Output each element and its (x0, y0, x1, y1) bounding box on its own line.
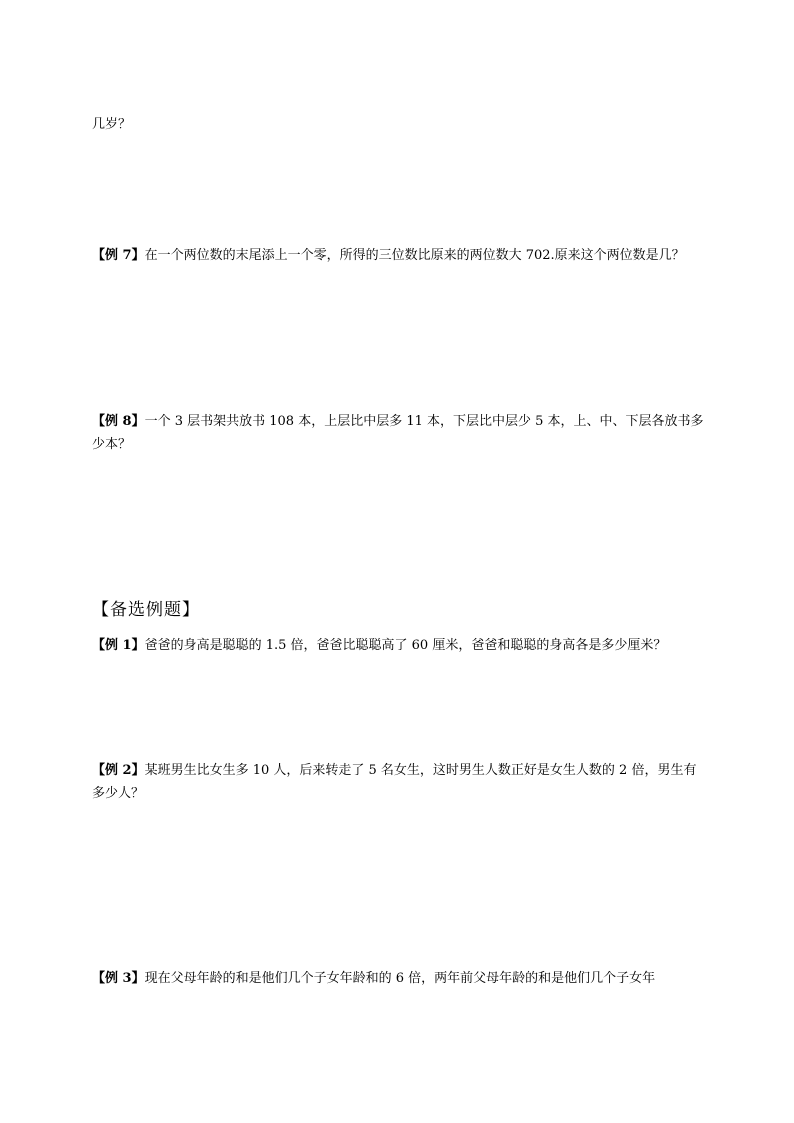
backup-example-2 (92, 759, 704, 805)
example-tag: 【例 3】 (92, 971, 145, 986)
example-text: 现在父母年龄的和是他们几个子女年龄和的 6 倍，两年前父母年龄的和是他们几个子女年 (144, 971, 656, 986)
example-text: 在一个两位数的末尾添上一个零，所得的三位数比原来的两位数大 702.原来这个两位数是几？ (144, 248, 685, 263)
example-tag: 【例 7】 (92, 248, 145, 263)
backup-example-1 (92, 634, 704, 657)
fragment-text: 几岁？ (92, 117, 132, 132)
example-text: 某班男生比女生多 10 人，后来转走了 5 名女生，这时男生人数正好是女生人数的 2 倍，男生有多少人？ (92, 763, 697, 801)
backup-example-3 (92, 967, 704, 990)
example-tag: 【例 1】 (92, 638, 145, 653)
section-title-backup-examples: 【备选例题】 (92, 600, 200, 620)
example-tag: 【例 8】 (92, 414, 145, 429)
example-7 (92, 244, 704, 267)
example-text: 爸爸的身高是聪聪的 1.5 倍，爸爸比聪聪高了 60 厘米，爸爸和聪聪的身高各是多少厘米？ (144, 638, 667, 653)
question-fragment (92, 113, 704, 136)
example-text: 一个 3 层书架共放书 108 本，上层比中层多 11 本，下层比中层少 5 本，上、中、下层各放书多少本？ (92, 414, 704, 452)
example-tag: 【例 2】 (92, 763, 145, 778)
example-8 (92, 410, 704, 456)
